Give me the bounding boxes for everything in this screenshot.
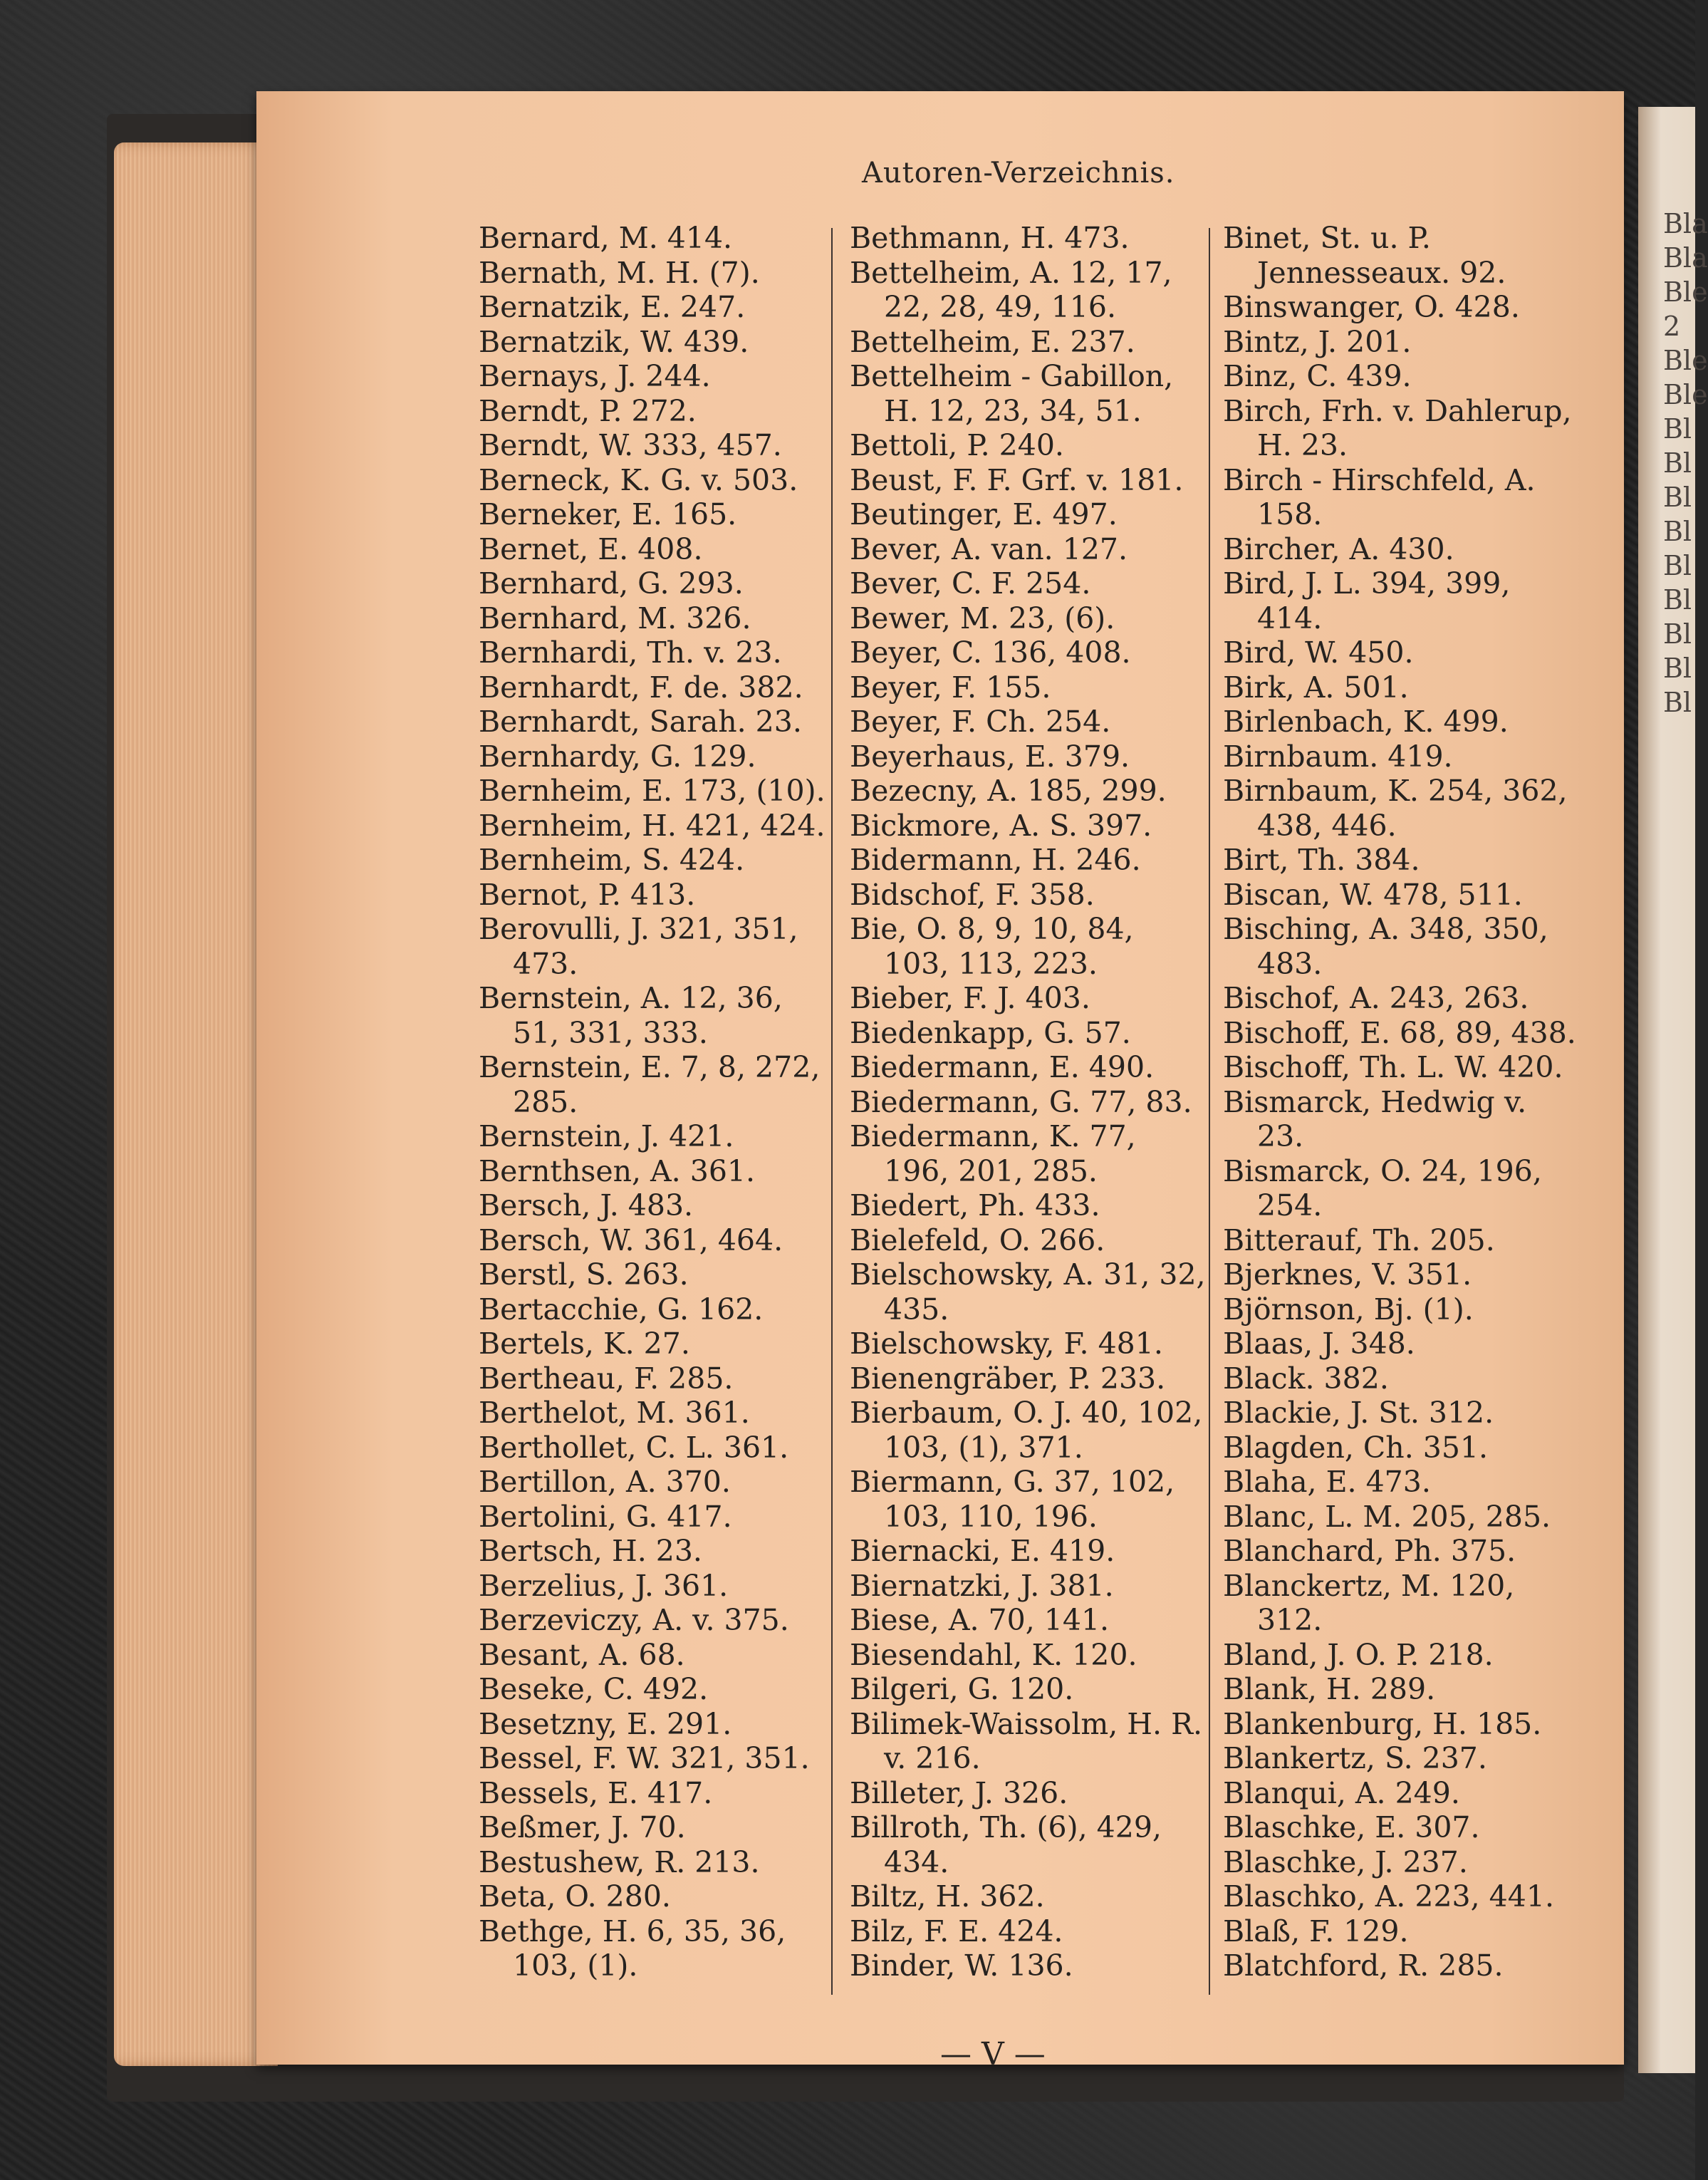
index-entry: Bethge, H. 6, 35, 36, 103, (1). [479,1914,786,1983]
index-entry: Bernheim, E. 173, (10). [479,774,826,808]
index-entry: Bessel, F. W. 321, 351. [479,1741,810,1775]
index-entry: Bland, J. O. P. 218. [1223,1637,1494,1672]
index-entry: Berndt, P. 272. [479,393,697,428]
index-entry: Blanqui, A. 249. [1223,1775,1460,1810]
index-entry: Bernath, M. H. (7). [479,255,760,290]
index-entry: Bernays, J. 244. [479,359,711,393]
index-entry: Bielefeld, O. 266. [850,1223,1105,1257]
index-entry: Bernhardt, F. de. 382. [479,670,803,705]
index-entry: Binet, St. u. P. Jennesseaux. 92. [1223,221,1506,290]
index-entry: Bielschowsky, F. 481. [850,1327,1163,1361]
page-edges [114,142,278,2066]
index-entry: Bilz, F. E. 424. [850,1914,1063,1948]
index-entry: Berthelot, M. 361. [479,1396,750,1430]
index-entry: Biedert, Ph. 433. [850,1188,1100,1223]
index-entry: Bischoff, Th. L. W. 420. [1223,1050,1563,1084]
index-entry: Bernheim, S. 424. [479,843,745,877]
index-column-1 [479,221,835,1983]
index-entry: Bertsch, H. 23. [479,1534,702,1568]
index-entry: Bernatzik, W. 439. [479,324,749,359]
index-entry: Bettelheim, E. 237. [850,324,1135,359]
index-entry: Bernstein, A. 12, 36, 51, 331, 333. [479,981,783,1050]
index-entry: Berneker, E. 165. [479,497,737,531]
index-entry: Berstl, S. 263. [479,1257,689,1292]
index-entry: Bitterauf, Th. 205. [1223,1223,1495,1257]
page-folio: — V — [940,2036,1046,2072]
index-entry: Beyer, C. 136, 408. [850,635,1131,670]
index-column-3 [1223,221,1579,1983]
index-entry: Bernhard, M. 326. [479,601,751,635]
index-entry: Bischof, A. 243, 263. [1223,981,1529,1015]
index-entry: Bie, O. 8, 9, 10, 84, 103, 113, 223. [850,912,1134,981]
index-entry: Berthollet, C. L. 361. [479,1430,789,1465]
index-entry: Beseke, C. 492. [479,1672,709,1706]
index-entry: Björnson, Bj. (1). [1223,1292,1474,1327]
index-entry: Bernatzik, E. 247. [479,290,746,324]
index-column-2 [850,221,1206,1983]
index-entry: Biltz, H. 362. [850,1879,1045,1914]
index-entry: Binder, W. 136. [850,1948,1073,1983]
next-page-fragment: Bl [1663,584,1692,616]
index-entry: Birt, Th. 384. [1223,843,1420,877]
index-entry: Beyerhaus, E. 379. [850,739,1130,774]
index-entry: Bircher, A. 430. [1223,531,1454,566]
index-entry: Blatchford, R. 285. [1223,1948,1504,1983]
index-entry: Biesendahl, K. 120. [850,1637,1137,1672]
index-entry: Beutinger, E. 497. [850,497,1118,531]
index-entry: Birch, Frh. v. Dahlerup, H. 23. [1223,393,1572,462]
index-entry: Bewer, M. 23, (6). [850,601,1115,635]
index-entry: Bilimek-Waissolm, H. R. v. 216. [850,1706,1203,1775]
index-entry: Bertillon, A. 370. [479,1465,731,1499]
index-entry: Bettoli, P. 240. [850,428,1064,462]
index-entry: Blaschko, A. 223, 441. [1223,1879,1554,1914]
next-page-fragment: Bl [1663,653,1692,684]
index-entry: Bettelheim - Gabillon, H. 12, 23, 34, 51. [850,359,1174,428]
index-entry: Biedenkapp, G. 57. [850,1015,1131,1050]
index-entry: Bierbaum, O. J. 40, 102, 103, (1), 371. [850,1396,1203,1465]
index-entry: Bertels, K. 27. [479,1327,690,1361]
index-entry: Biedermann, E. 490. [850,1050,1155,1084]
index-entry: Blaha, E. 473. [1223,1465,1431,1499]
next-page-fragment: Bl [1663,447,1692,479]
index-entry: Bintz, J. 201. [1223,324,1412,359]
index-entry: Bidermann, H. 246. [850,843,1141,877]
column-rule-2 [1209,228,1210,1995]
index-entry: Bismarck, Hedwig v. 23. [1223,1084,1527,1153]
index-entry: Bernhardi, Th. v. 23. [479,635,782,670]
index-entry: Blaß, F. 129. [1223,1914,1409,1948]
index-entry: Bersch, J. 483. [479,1188,694,1223]
next-page-text-fragments [1663,207,1708,720]
index-entry: Birlenbach, K. 499. [1223,705,1509,739]
index-entry: Bidschof, F. 358. [850,877,1095,912]
index-entry: Blaschke, J. 237. [1223,1844,1468,1879]
index-entry: Blaschke, E. 307. [1223,1810,1480,1844]
index-entry: Birch - Hirschfeld, A. 158. [1223,462,1536,531]
index-entry: Bever, A. van. 127. [850,531,1128,566]
page-header: Autoren-Verzeichnis. [862,157,1175,190]
index-entry: Berndt, W. 333, 457. [479,428,782,462]
next-page-fragment: Ble [1663,345,1708,376]
index-entry: Beta, O. 280. [479,1879,671,1914]
index-entry: Beyer, F. Ch. 254. [850,705,1111,739]
index-entry: Biernatzki, J. 381. [850,1568,1114,1603]
index-entry: Bernot, P. 413. [479,877,696,912]
next-page-fragment: Bl [1663,550,1692,581]
index-entry: Berovulli, J. 321, 351, 473. [479,912,798,981]
index-entry: Biscan, W. 478, 511. [1223,877,1523,912]
index-entry: Besant, A. 68. [479,1637,685,1672]
index-entry: Biese, A. 70, 141. [850,1603,1110,1637]
index-entry: Bickmore, A. S. 397. [850,808,1152,843]
index-entry: Beßmer, J. 70. [479,1810,686,1844]
index-entry: Bielschowsky, A. 31, 32, 435. [850,1257,1206,1327]
index-entry: Blankenburg, H. 185. [1223,1706,1542,1741]
index-entry: Biernacki, E. 419. [850,1534,1115,1568]
next-page-fragment: Ble [1663,379,1708,410]
index-entry: Berneck, K. G. v. 503. [479,462,798,497]
next-page-fragment: Bl [1663,482,1692,513]
next-page-fragment: 2 [1663,311,1681,342]
index-entry: Besetzny, E. 291. [479,1706,732,1741]
index-entry: Billroth, Th. (6), 429, 434. [850,1810,1162,1879]
next-page-fragment: Bl [1663,687,1692,718]
index-entry: Biermann, G. 37, 102, 103, 110, 196. [850,1465,1175,1534]
index-entry: Bisching, A. 348, 350, 483. [1223,912,1548,981]
index-entry: Bird, J. L. 394, 399, 414. [1223,566,1511,635]
index-entry: Biedermann, K. 77, 196, 201, 285. [850,1119,1136,1188]
index-entry: Bernhardt, Sarah. 23. [479,705,802,739]
next-page-fragment: Bl [1663,618,1692,650]
index-entry: Binswanger, O. 428. [1223,290,1520,324]
index-entry: Bischoff, E. 68, 89, 438. [1223,1015,1576,1050]
index-entry: Bird, W. 450. [1223,635,1414,670]
index-entry: Bienengräber, P. 233. [850,1361,1166,1396]
index-entry: Bertheau, F. 285. [479,1361,734,1396]
next-page-fragment: Bl [1663,516,1692,547]
index-entry: Beyer, F. 155. [850,670,1051,705]
index-entry: Blanc, L. M. 205, 285. [1223,1499,1551,1534]
index-entry: Bessels, E. 417. [479,1775,713,1810]
index-entry: Bismarck, O. 24, 196, 254. [1223,1153,1542,1223]
index-entry: Birnbaum. 419. [1223,739,1453,774]
index-entry: Bever, C. F. 254. [850,566,1091,601]
next-page-fragment: Bl [1663,413,1692,445]
index-entry: Beust, F. F. Grf. v. 181. [850,462,1184,497]
index-entry: Blank, H. 289. [1223,1672,1436,1706]
index-entry: Bernhard, G. 293. [479,566,744,601]
index-entry: Bettelheim, A. 12, 17, 22, 28, 49, 116. [850,255,1172,324]
index-entry: Bernhardy, G. 129. [479,739,756,774]
next-page-fragment: Ble [1663,276,1708,308]
index-entry: Blagden, Ch. 351. [1223,1430,1489,1465]
index-entry: Blaas, J. 348. [1223,1327,1415,1361]
index-entry: Bezecny, A. 185, 299. [850,774,1167,808]
index-entry: Bestushew, R. 213. [479,1844,760,1879]
index-entry: Bernstein, J. 421. [479,1119,734,1153]
index-entry: Bernheim, H. 421, 424. [479,808,826,843]
index-entry: Blankertz, S. 237. [1223,1741,1487,1775]
column-rule-1 [831,228,833,1995]
index-entry: Bethmann, H. 473. [850,221,1130,255]
next-page-fragment: Bla [1663,242,1708,274]
index-entry: Bertacchie, G. 162. [479,1292,764,1327]
index-entry: Black. 382. [1223,1361,1389,1396]
index-entry: Bilgeri, G. 120. [850,1672,1074,1706]
index-entry: Binz, C. 439. [1223,359,1412,393]
index-entry: Bernthsen, A. 361. [479,1153,756,1188]
index-entry: Bernard, M. 414. [479,221,733,255]
index-entry: Berzeviczy, A. v. 375. [479,1603,789,1637]
next-page-fragment: Bla [1663,208,1708,239]
index-entry: Blackie, J. St. 312. [1223,1396,1494,1430]
index-entry: Bernstein, E. 7, 8, 272, 285. [479,1050,821,1119]
index-entry: Blanckertz, M. 120, 312. [1223,1568,1515,1637]
index-entry: Biedermann, G. 77, 83. [850,1084,1192,1119]
index-entry: Bertolini, G. 417. [479,1499,732,1534]
index-entry: Bjerknes, V. 351. [1223,1257,1472,1292]
index-entry: Blanchard, Ph. 375. [1223,1534,1516,1568]
index-entry: Birnbaum, K. 254, 362, 438, 446. [1223,774,1568,843]
index-entry: Bieber, F. J. 403. [850,981,1090,1015]
index-entry: Berzelius, J. 361. [479,1568,729,1603]
index-entry: Birk, A. 501. [1223,670,1409,705]
index-entry: Bersch, W. 361, 464. [479,1223,783,1257]
index-entry: Bernet, E. 408. [479,531,703,566]
index-entry: Billeter, J. 326. [850,1775,1068,1810]
